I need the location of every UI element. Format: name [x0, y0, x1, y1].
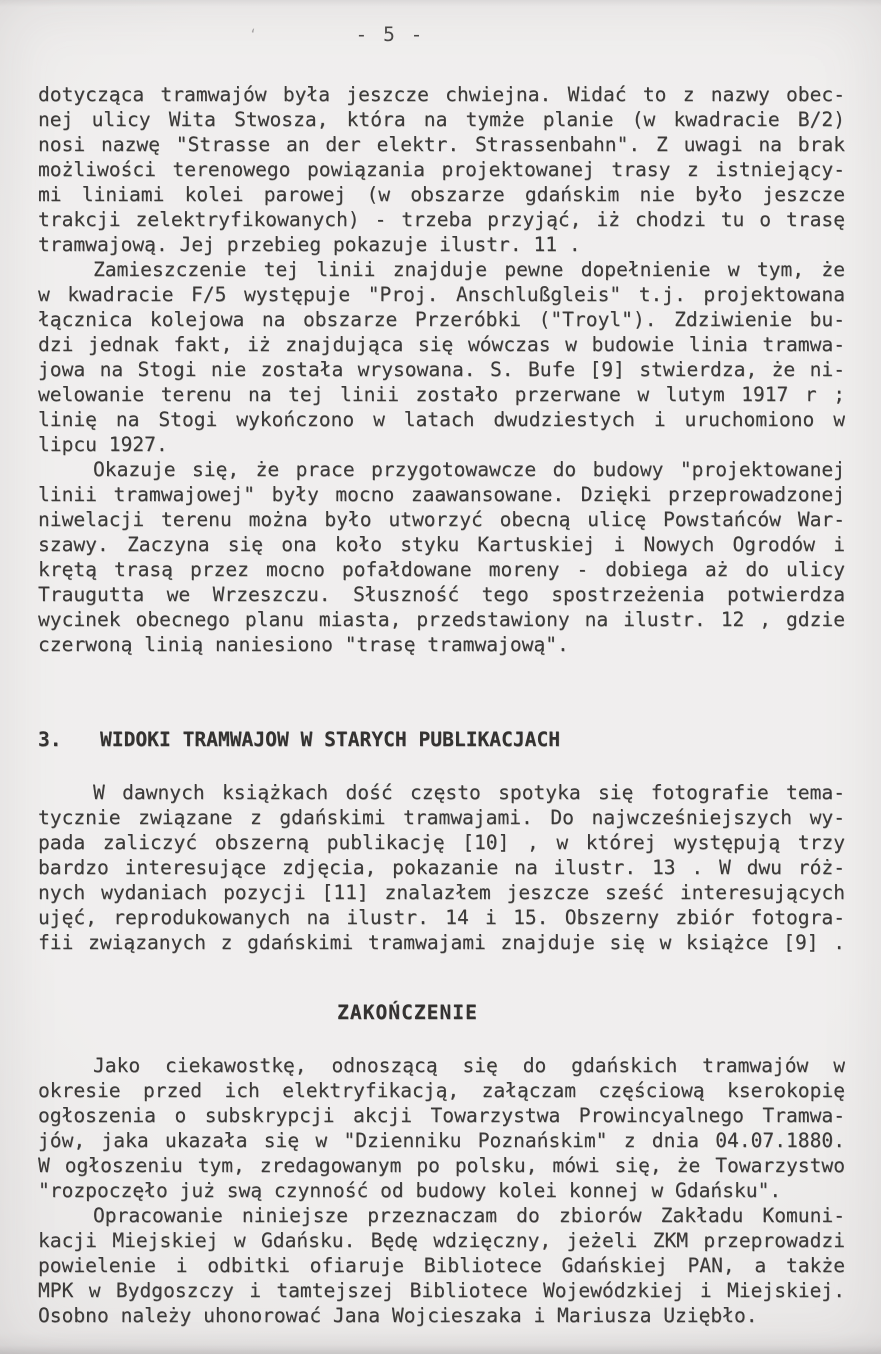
- section-title: WIDOKI TRAMWAJOW W STARYCH PUBLIKACJACH: [100, 728, 561, 751]
- spacer: [38, 1025, 845, 1053]
- text-line: szawy. Zaczyna się ona koło styku Kartuskiej i Nowych Ogrodów i: [38, 533, 845, 556]
- text-line: bardzo interesujące zdjęcia, pokazanie na ilustr. 13 . W dwu róż-: [38, 856, 845, 879]
- text-line: czerwoną linią naniesiono "trasę tramwajową".: [38, 633, 569, 656]
- text-line: jów, jaka ukazała się w "Dzienniku Poznańskim" z dnia 04.07.1880.: [38, 1129, 845, 1152]
- section-number: 3.: [38, 728, 62, 751]
- text-line: dzi jednak fakt, iż znajdująca się wówczas w budowie linia tramwa-: [38, 333, 845, 356]
- text-line: tramwajową. Jej przebieg pokazuje ilustr. 11 .: [38, 233, 581, 256]
- text-line: trakcji zelektryfikowanych) - trzeba przyjąć, iż chodzi tu o trasę: [38, 208, 845, 231]
- text-line: kacji Miejskiej w Gdańsku. Będę wdzięczny, jeżeli ZKM przeprowadzi: [38, 1229, 845, 1252]
- text-line: Opracowanie niniejsze przeznaczam do zbiorów Zakładu Komuni-: [93, 1204, 845, 1227]
- text-line: w kwadracie F/5 występuje "Proj. Anschlußgleis" t.j. projektowana: [38, 283, 845, 306]
- text-line: niwelacji terenu można było utworzyć obecną ulicę Powstańców War-: [38, 508, 845, 531]
- text-line: "rozpoczęło już swą czynność od budowy kolei konnej w Gdańsku".: [38, 1179, 782, 1202]
- paragraph: [38, 1053, 845, 1203]
- text-line: welowanie terenu na tej linii zostało przerwane w lutym 1917 r ;: [38, 383, 845, 406]
- text-line: okresie przed ich elektryfikacją, załączam częściową kserokopię: [38, 1079, 845, 1102]
- page-number: - 5 -: [355, 23, 425, 46]
- section-heading: [38, 727, 845, 752]
- text-line: Zamieszczenie tej linii znajduje pewne dopełnienie w tym, że: [93, 258, 845, 281]
- text-line: MPK w Bydgoszczy i tamtejszej Bibliotece Wojewódzkiej i Miejskiej.: [38, 1279, 845, 1302]
- paragraph: [38, 780, 845, 955]
- text-line: pada zaliczyć obszerną publikację [10] , w której występują trzy: [38, 831, 845, 854]
- text-line: łącznica kolejowa na obszarze Przeróbki ("Troyl"). Zdziwienie bu-: [38, 308, 845, 331]
- closing-heading: ZAKOŃCZENIE: [337, 1001, 478, 1024]
- text-line: nej ulicy Wita Stwosza, która na tymże planie (w kwadracie B/2): [38, 108, 845, 131]
- paragraph: [38, 257, 845, 457]
- text-line: Osobno należy uhonorować Jana Wojcieszaka i Mariusza Uziębło.: [38, 1304, 758, 1327]
- text-line: W dawnych książkach dość często spotyka się fotografie tema-: [93, 781, 845, 804]
- text-line: nosi nazwę "Strasse an der elektr. Strassenbahn". Z uwagi na brak: [38, 133, 845, 156]
- scan-artifact-mark: ʻ: [249, 28, 257, 43]
- text-line: możliwości terenowego powiązania projektowanej trasy z istniejący-: [38, 158, 845, 181]
- text-line: krętą trasą przez mocno pofałdowane moreny - dobiega aż do ulicy: [38, 558, 845, 581]
- text-line: linii tramwajowej" były mocno zaawansowane. Dzięki przeprowadzonej: [38, 483, 845, 506]
- text-line: tycznie związane z gdańskimi tramwajami. Do najwcześniejszych wy-: [38, 806, 845, 829]
- paragraph: [38, 457, 845, 657]
- text-line: Jako ciekawostkę, odnoszącą się do gdańskich tramwajów w: [93, 1054, 845, 1077]
- text-line: lipcu 1927.: [38, 433, 168, 456]
- text-line: wycinek obecnego planu miasta, przedstawiony na ilustr. 12 , gdzie: [38, 608, 845, 631]
- text-line: fii związanych z gdańskimi tramwajami znajduje się w książce [9] .: [38, 931, 845, 954]
- text-line: ogłoszenia o subskrypcji akcji Towarzystwa Prowincyalnego Tramwa-: [38, 1104, 845, 1127]
- text-line: dotycząca tramwajów była jeszcze chwiejna. Widać to z nazwy obec-: [38, 83, 845, 106]
- paragraph: [38, 82, 845, 257]
- text-line: Traugutta we Wrzeszczu. Słuszność tego spostrzeżenia potwierdza: [38, 583, 845, 606]
- text-line: powielenie i odbitki ofiaruje Bibliotece Gdańskiej PAN, a także: [38, 1254, 845, 1277]
- spacer: [38, 752, 845, 780]
- text-line: ujęć, reprodukowanych na ilustr. 14 i 15. Obszerny zbiór fotogra-: [38, 906, 845, 929]
- text-line: W ogłoszeniu tym, zredagowanym po polsku, mówi się, że Towarzystwo: [38, 1154, 845, 1177]
- paragraph: [38, 1203, 845, 1328]
- text-line: Okazuje się, że prace przygotowawcze do budowy "projektowanej: [93, 458, 845, 481]
- text-line: linię na Stogi wykończono w latach dwudziestych i uruchomiono w: [38, 408, 845, 431]
- text-line: mi liniami kolei parowej (w obszarze gdańskim nie było jeszcze: [38, 183, 845, 206]
- document-body: [38, 82, 845, 1328]
- text-line: nych wydaniach pozycji [11] znalazłem jeszcze sześć interesujących: [38, 881, 845, 904]
- text-line: jowa na Stogi nie została wrysowana. S. Bufe [9] stwierdza, że ni-: [38, 358, 845, 381]
